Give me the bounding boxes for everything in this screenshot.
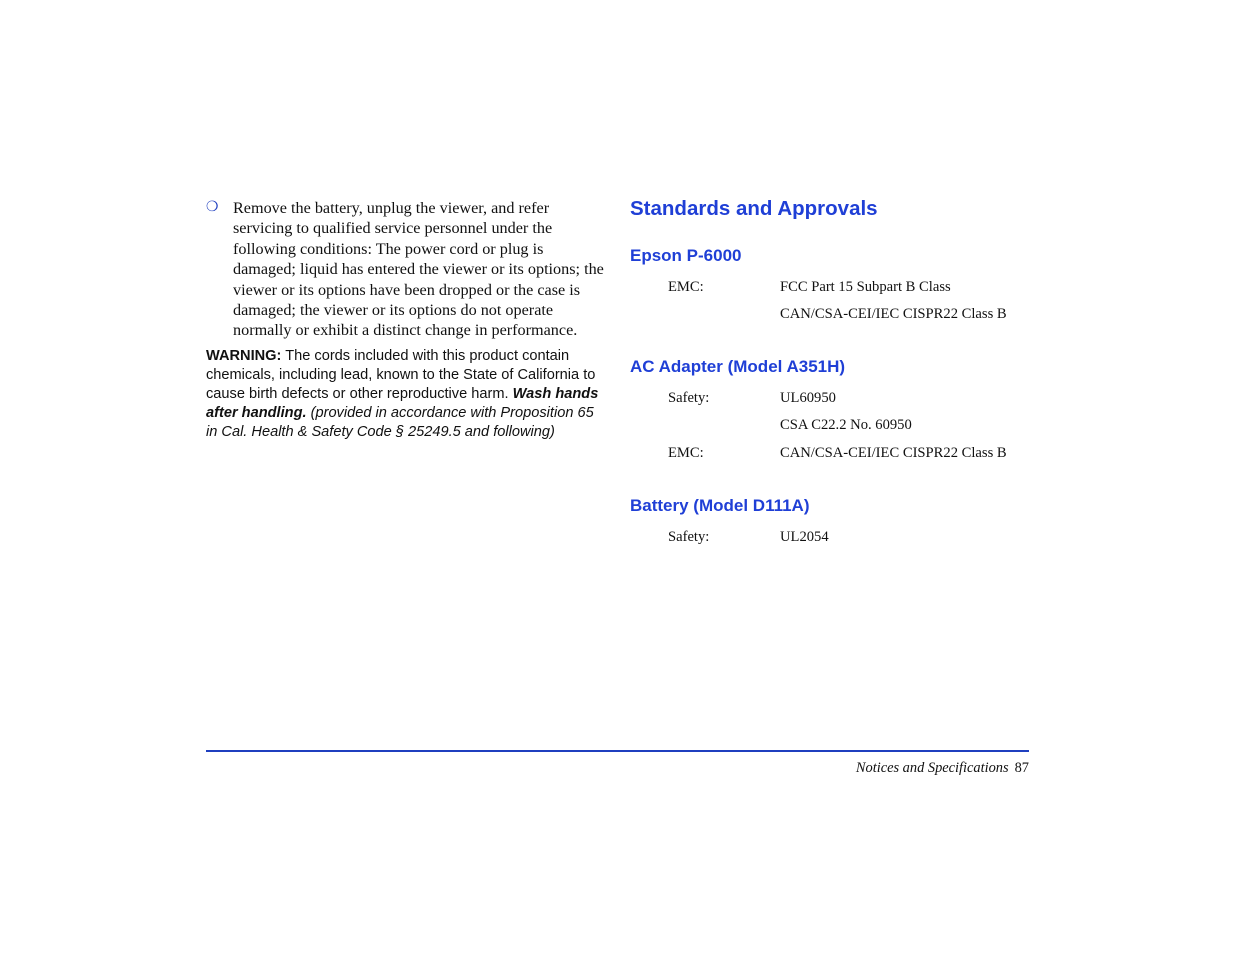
- spec-value: CAN/CSA-CEI/IEC CISPR22 Class B: [780, 445, 1007, 461]
- spec-value: UL60950: [780, 390, 836, 406]
- spec-row: [668, 305, 1007, 323]
- heading-epson-p6000: Epson P-6000: [630, 246, 742, 265]
- bullet-text: Remove the battery, unplug the viewer, and refer servicing to qualified service personnel under the following conditions: The power cord or plug is damaged; liquid has entered the viewer or its options; the viewer or its options have been dropped or the case is damaged; the viewer or its options do not operate normally or exhibit a distinct change in performance.: [233, 199, 604, 340]
- spec-row: [668, 528, 829, 546]
- spec-key: Safety:: [668, 529, 710, 545]
- warning-paragraph: [206, 347, 606, 442]
- spec-value: FCC Part 15 Subpart B Class: [780, 279, 951, 295]
- section-title: Standards and Approvals: [630, 197, 878, 220]
- spec-row: [668, 444, 1007, 462]
- footer-section-title: Notices and Specifications: [855, 760, 1009, 776]
- right-column: [630, 195, 1030, 545]
- spec-row: [668, 389, 836, 407]
- spec-key: Safety:: [668, 390, 710, 406]
- spec-value: CSA C22.2 No. 60950: [780, 417, 912, 433]
- spec-value: UL2054: [780, 529, 829, 545]
- bullet-item: [206, 198, 606, 341]
- spec-value: CAN/CSA-CEI/IEC CISPR22 Class B: [780, 306, 1007, 322]
- bullet-circle-icon: ❍: [206, 199, 219, 215]
- page-number: 87: [1014, 760, 1029, 776]
- warning-wash-hands: Wash hands after handling.: [206, 385, 599, 421]
- warning-text: The cords included with this product contain chemicals, including lead, known to the State of California to cause birth defects or other reproductive harm.: [206, 347, 596, 402]
- footer: [856, 760, 1029, 777]
- warning-label: WARNING:: [206, 347, 282, 364]
- spec-key: EMC:: [668, 279, 704, 295]
- heading-battery: Battery (Model D111A): [630, 496, 810, 515]
- spec-row: [668, 278, 951, 296]
- left-column: [206, 198, 606, 442]
- spec-row: [668, 416, 912, 434]
- warning-citation: (provided in accordance with Proposition 65 in Cal. Health & Safety Code § 25249.5 and following): [206, 404, 594, 440]
- footer-rule: [206, 750, 1029, 752]
- heading-ac-adapter: AC Adapter (Model A351H): [630, 357, 846, 376]
- spec-key: EMC:: [668, 445, 704, 461]
